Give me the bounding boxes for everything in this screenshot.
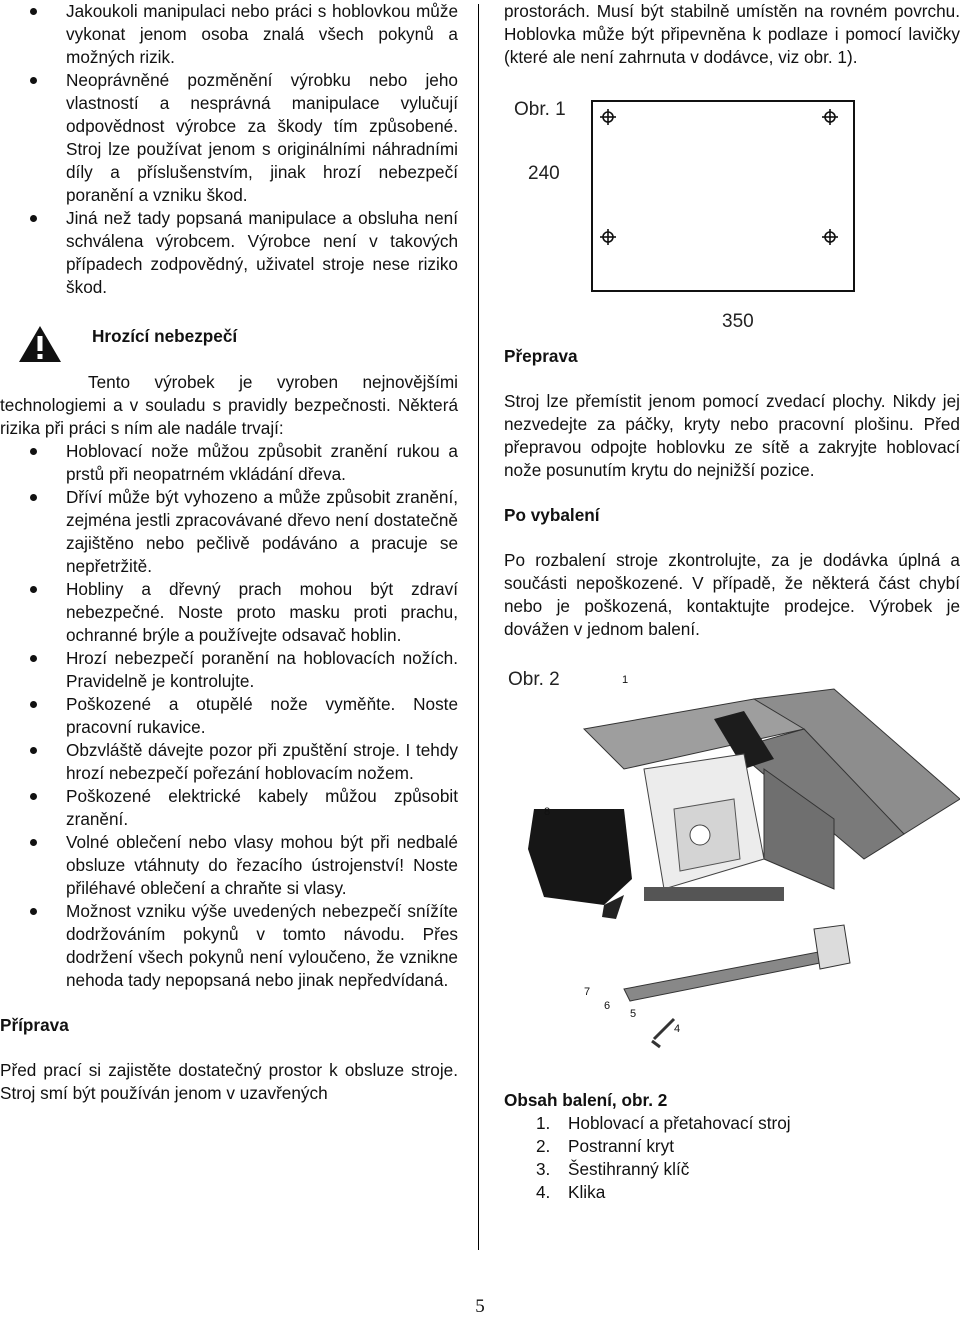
list-item: Jakoukoli manipulaci nebo práci s hoblovkou může vykonat jenom osoba znalá všech pokynů a možných rizik. <box>0 0 458 69</box>
dimension-vertical: 240 <box>528 163 560 184</box>
list-item: 1. Hoblovací a přetahovací stroj <box>536 1113 791 1133</box>
dimension-horizontal: 350 <box>722 311 754 332</box>
warning-triangle-icon <box>18 325 62 363</box>
right-column <box>504 0 960 1204</box>
preprava-heading: Přeprava <box>504 346 578 366</box>
mounting-diagram <box>504 91 960 339</box>
safety-list <box>0 0 458 299</box>
callout-number: 8 <box>544 806 551 818</box>
list-item: Poškozené a otupělé nože vyměňte. Noste pracovní rukavice. <box>0 693 458 739</box>
priprava-heading: Příprava <box>0 1015 69 1035</box>
list-item: Volné oblečení nebo vlasy mohou být při nedbalé obsluze vtáhnuty do řezacího ústrojenství! Noste přiléhavé oblečení a chraňte si vlasy. <box>0 831 458 900</box>
list-item: Neoprávněné pozměnění výrobku nebo jeho vlastností a nesprávná manipulace vylučují odpovědnost výrobce za škody tím způsobené. Stroj lze používat jenom s originálními náhradními díly a příslušenstvím, jinak hrozí nebezpečí poranění a vzniku škod. <box>0 69 458 207</box>
vybaleni-text: Po rozbalení stroje zkontrolujte, za je dodávka úplná a součásti nepoškozené. V případě, že některá část chybí nebo je poškozená, kontaktujte prodejce. Výrobek je dovážen v jednom balení. <box>504 550 960 639</box>
list-item: Obzvláště dávejte pozor při zpuštění stroje. I tehdy hrozí nebezpečí pořezání hoblovacím nožem. <box>0 739 458 785</box>
list-item: 2. Postranní kryt <box>536 1136 675 1156</box>
left-column <box>0 0 458 1105</box>
callout-number: 7 <box>584 986 591 998</box>
page-number: 5 <box>475 1296 485 1317</box>
warning-header <box>0 321 458 371</box>
column-divider <box>478 4 479 1250</box>
obsah-heading: Obsah balení, obr. 2 <box>504 1090 668 1110</box>
priprava-text: Před prací si zajistěte dostatečný prostor k obsluze stroje. Stroj smí být používán jenom v uzavřených <box>0 1060 458 1103</box>
continued-text: prostorách. Musí být stabilně umístěn na rovném povrchu. Hoblovka může být připevněna k podlaze i pomocí lavičky (které ale není zahrnuta v dodávce, viz obr. 1). <box>504 1 960 67</box>
list-item: Hrozí nebezpečí poranění na hoblovacích nožích. Pravidelně je kontrolujte. <box>0 647 458 693</box>
preprava-text: Stroj lze přemístit jenom pomocí zvedací plochy. Nikdy jej nezvedejte za páčky, kryty nebo pracovní plošinu. Před přepravou odpojte hoblovku ze sítě a zakryjte hoblovací nože posunutím krytu do nejnižší pozice. <box>504 391 960 480</box>
warning-title: Hrozící nebezpečí <box>92 326 238 346</box>
list-item: Dříví může být vyhozeno a může způsobit zranění, zejména jestli zpracovávané dřevo není dostatečně zajištěno nebo pečlivě podáváno a pracuje se nepřetržitě. <box>0 486 458 578</box>
figure-2 <box>504 659 960 1089</box>
callout-number: 5 <box>630 1008 637 1020</box>
fig2-label: Obr. 2 <box>508 669 560 690</box>
package-contents-list <box>504 1112 960 1204</box>
list-item: 4. Klika <box>536 1182 606 1202</box>
risk-list <box>0 440 458 992</box>
list-item: Hoblovací nože můžou způsobit zranění rukou a prstů při neopatrném vkládání dřeva. <box>0 440 458 486</box>
list-item: Jiná než tady popsaná manipulace a obsluha není schválena výrobcem. Výrobce není v takových případech zodpovědný, uživatel stroje nese riziko škod. <box>0 207 458 299</box>
warning-intro: Tento výrobek je vyroben nejnovějšími technologiemi a v souladu s pravidly bezpečnosti. Některá rizika při práci s ním ale nadále trvají: <box>0 372 458 438</box>
list-item: Možnost vzniku výše uvedených nebezpečí snížíte dodržováním pokynů v tomto návodu. Přes dodržení všech pokynů není vyloučeno, že vznikne nehoda tady nepopsaná nebo jinak nepředvídaná. <box>0 900 458 992</box>
callout-number: 6 <box>604 1000 611 1012</box>
callout-number: 1 <box>622 674 629 686</box>
list-item: 3. Šestihranný klíč <box>536 1159 690 1179</box>
fig1-label: Obr. 1 <box>514 99 566 120</box>
planer-photo <box>504 659 960 1089</box>
figure-1 <box>504 91 960 339</box>
vybaleni-heading: Po vybalení <box>504 505 600 525</box>
callout-number: 4 <box>674 1023 681 1035</box>
list-item: Poškozené elektrické kabely můžou způsobit zranění. <box>0 785 458 831</box>
list-item: Hobliny a dřevný prach mohou být zdraví nebezpečné. Noste proto masku proti prachu, ochranné brýle a používejte odsavač hoblin. <box>0 578 458 647</box>
